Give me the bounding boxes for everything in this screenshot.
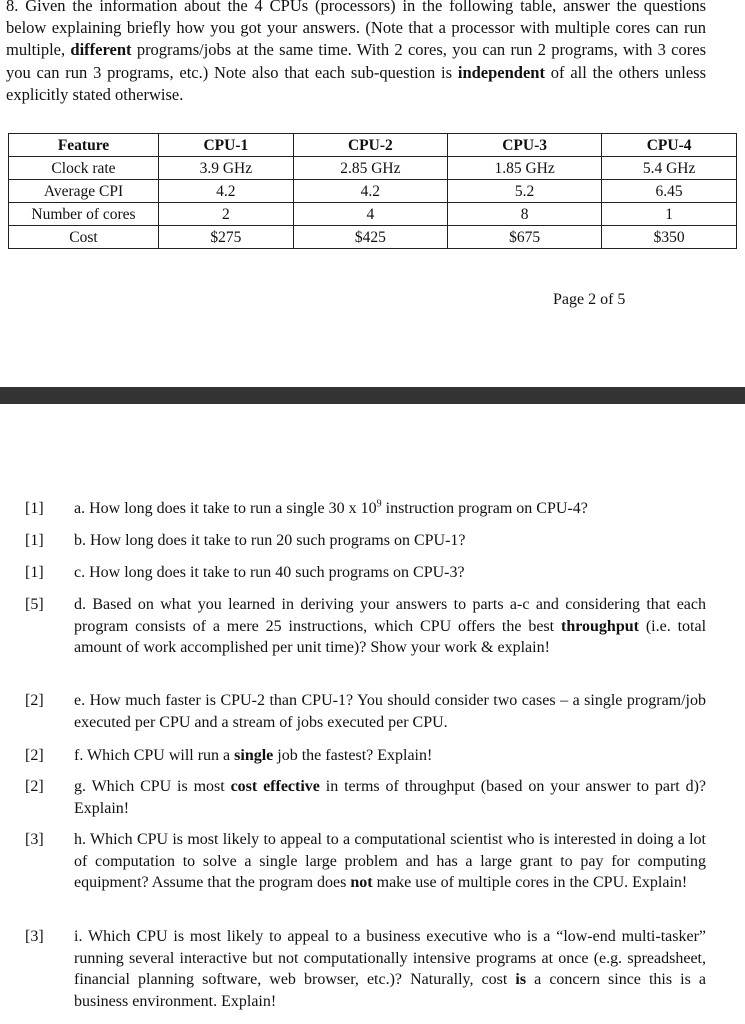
header-cpu-4: CPU-4 (602, 134, 737, 157)
intro-line-3b: programs/jobs at the same time. With 2 (136, 40, 403, 60)
table-cell: 1 (602, 203, 737, 226)
question-text-part: (i.e. total amount of work accomplished per unit time)? Show your work & explain! (74, 617, 707, 656)
question-text-part: a. How long does it take to run a single 30 x 10 (74, 500, 377, 517)
question-text (74, 745, 706, 767)
question-text: e. How much faster is CPU-2 than CPU-1? You should consider two cases – a single program/job executed per CPU and a stream of jobs executed per CPU. (74, 692, 706, 731)
question-number: 8. (6, 0, 19, 15)
emphasis-cost-effective: cost effective (230, 778, 320, 795)
table-cell: 8 (447, 203, 601, 226)
table-cell: 5.2 (447, 180, 601, 203)
table-cell: Average CPI (9, 180, 159, 203)
question-text-part: d. Based on what you learned in deriving your answers to parts a-c and considering that each program consists of a mere 25 instructions, which CPU offers the best (74, 596, 706, 635)
table-cell: $675 (447, 226, 601, 249)
question-text-part: in terms of throughput (based on your answer to part d)? Explain! (74, 778, 707, 817)
table-header-row (9, 134, 737, 157)
intro-line-5a: each sub-question is (314, 62, 453, 82)
table-cell: 1.85 GHz (447, 157, 601, 180)
table-cell: 2.85 GHz (293, 157, 447, 180)
table-cell: $275 (159, 226, 294, 249)
intro-line-5b: of all the others unless explicitly stated otherwise. (6, 62, 707, 104)
table-row (9, 157, 737, 180)
question-text (74, 594, 706, 659)
question-text-part: f. Which CPU will run a (74, 747, 235, 764)
question-text (74, 498, 706, 520)
intro-line-2: questions below explaining briefly how you got your answers. (Note that a processor (6, 0, 707, 38)
question-text-part: a concern since this is a business environment. Explain! (74, 971, 706, 1010)
table-cell: 4.2 (159, 180, 294, 203)
question-text-part: g. Which CPU is most (74, 778, 231, 795)
points-label: [3] (25, 928, 44, 945)
header-cpu-2: CPU-2 (293, 134, 447, 157)
question-text-part: h. Which CPU is most likely to appeal to a computational scientist who is interested in doing a lot of computation to solve a single large problem and has a large grant to pay for computing equipment? Assume that the program does (74, 831, 706, 891)
points-label: [2] (25, 747, 44, 764)
exponent: 9 (376, 498, 382, 510)
intro-line-1: Given the information about the 4 CPUs (processors) in the following table, answer the (25, 0, 637, 15)
emphasis-is: is (515, 971, 527, 988)
table-cell: 6.45 (602, 180, 737, 203)
page-number: Page 2 of 5 (553, 291, 626, 308)
points-label: [1] (25, 500, 44, 517)
table-cell: Clock rate (9, 157, 159, 180)
cpu-comparison-table (8, 133, 737, 249)
table-cell: $425 (293, 226, 447, 249)
question-text-part: make use of multiple cores in the CPU. Explain! (372, 874, 688, 891)
table-cell: Cost (9, 226, 159, 249)
table-cell: 4.2 (293, 180, 447, 203)
question-text: c. How long does it take to run 40 such programs on CPU-3? (74, 564, 465, 581)
question-text-part: instruction program on CPU-4? (381, 500, 588, 517)
table-cell: $350 (602, 226, 737, 249)
points-label: [1] (25, 564, 44, 581)
question-text-part: i. Which CPU is most likely to appeal to a business executive who is a “low-end multi-tasker” running several interactive but not computationally intensive programs at once (e.g. spreadsheet, financial planning software, web browser, etc.)? Naturally, cost (74, 928, 706, 988)
table-cell: 2 (159, 203, 294, 226)
emphasis-single: single (234, 747, 274, 764)
question-8-intro (6, 0, 706, 106)
intro-emphasis-different: different (70, 40, 132, 60)
emphasis-not: not (350, 874, 373, 891)
table-cell: Number of cores (9, 203, 159, 226)
points-label: [3] (25, 831, 44, 848)
header-cpu-3: CPU-3 (447, 134, 601, 157)
question-text (74, 776, 706, 819)
page-divider (0, 387, 745, 404)
intro-line-4: cores, you can run 2 programs, with 3 cores you can run 3 programs, etc.) Note also that (6, 40, 706, 82)
question-text: b. How long does it take to run 20 such programs on CPU-1? (74, 532, 466, 549)
points-label: [1] (25, 532, 44, 549)
table-cell: 5.4 GHz (602, 157, 737, 180)
question-text (74, 926, 706, 1012)
points-label: [2] (25, 692, 44, 709)
table-row (9, 203, 737, 226)
intro-emphasis-independent: independent (457, 62, 545, 82)
table-cell: 3.9 GHz (159, 157, 294, 180)
header-feature: Feature (9, 134, 159, 157)
question-text (74, 829, 706, 894)
header-cpu-1: CPU-1 (159, 134, 294, 157)
table-row (9, 180, 737, 203)
points-label: [5] (25, 596, 44, 613)
table-cell: 4 (293, 203, 447, 226)
emphasis-throughput: throughput (560, 617, 639, 635)
table-row (9, 226, 737, 249)
intro-line-3a: with multiple cores can run multiple, (6, 18, 706, 60)
question-text-part: job the fastest? Explain! (273, 747, 433, 764)
points-label: [2] (25, 778, 44, 795)
